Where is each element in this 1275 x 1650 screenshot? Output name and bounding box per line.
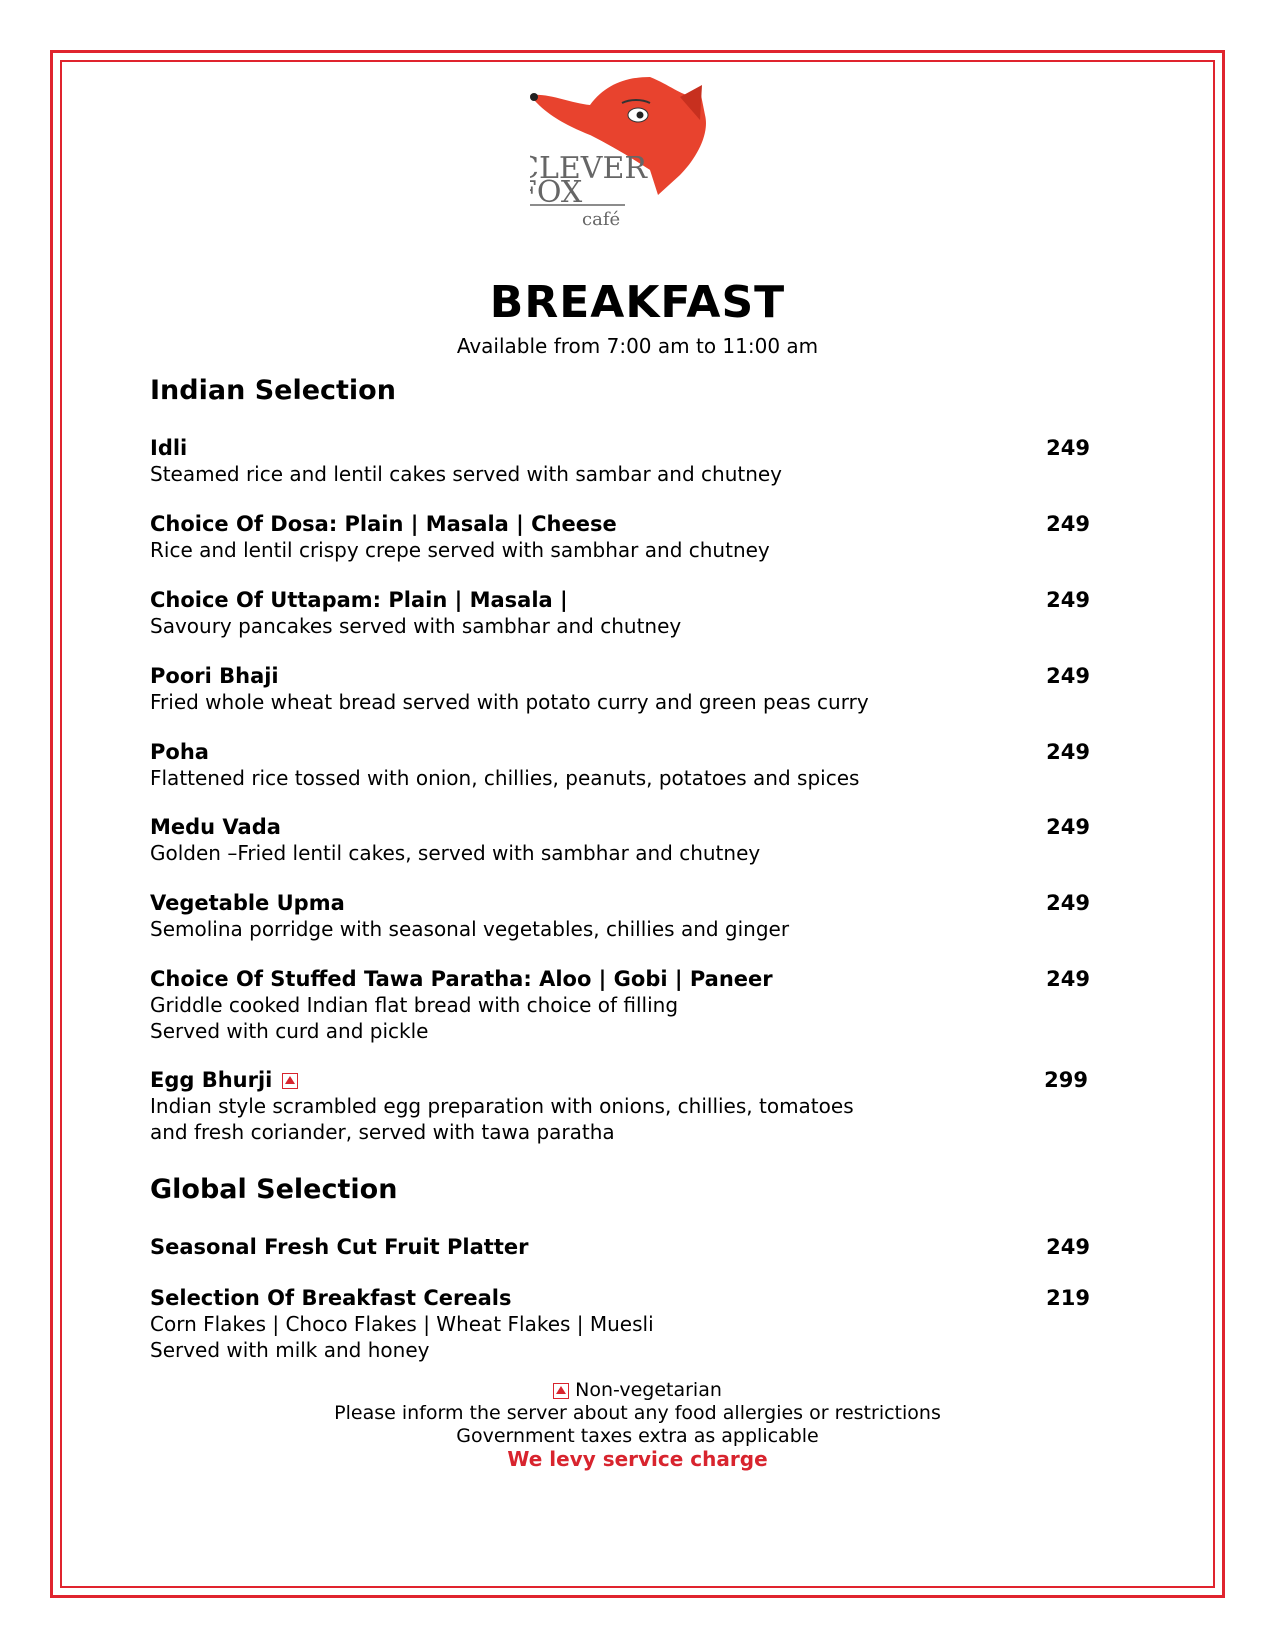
item-name: Choice Of Stuffed Tawa Paratha: Aloo | Gobi | Paneer <box>150 967 773 991</box>
item-name: Vegetable Upma <box>150 891 345 915</box>
item-description: Semolina porridge with seasonal vegetables, chillies and ginger <box>150 917 790 941</box>
availability-hours: Available from 7:00 am to 11:00 am <box>456 334 819 358</box>
page-title: BREAKFAST <box>489 277 786 328</box>
svg-text:CLEVER: LEVER <box>538 151 647 186</box>
item-description: Golden –Fried lentil cakes, served with sambhar and chutney <box>150 841 761 865</box>
svg-text:café: café <box>582 209 621 230</box>
item-price: 249 <box>1046 815 1090 839</box>
svg-text:FOX: OX <box>536 175 583 210</box>
item-name: Selection Of Breakfast Cereals <box>150 1286 512 1310</box>
item-description: and fresh coriander, served with tawa paratha <box>150 1120 615 1144</box>
item-description: Griddle cooked Indian flat bread with choice of filling <box>150 993 679 1017</box>
fox-head-icon <box>530 75 750 245</box>
item-name: Poha <box>150 740 209 764</box>
item-price: 249 <box>1046 1235 1090 1259</box>
non-veg-icon <box>282 1073 298 1089</box>
item-name-row <box>150 1068 298 1092</box>
tax-note: Government taxes extra as applicable <box>456 1425 819 1447</box>
item-name: Poori Bhaji <box>150 664 279 688</box>
item-price: 249 <box>1046 891 1090 915</box>
item-price: 299 <box>1044 1068 1088 1092</box>
legend-label: Non-vegetarian <box>575 1379 722 1401</box>
item-name: Choice Of Dosa: Plain | Masala | Cheese <box>150 512 617 536</box>
item-description: Steamed rice and lentil cakes served with sambar and chutney <box>150 462 783 486</box>
non-veg-legend <box>0 1379 1275 1401</box>
item-description: Savoury pancakes served with sambhar and chutney <box>150 614 682 638</box>
item-description: Fried whole wheat bread served with potato curry and green peas curry <box>150 690 869 714</box>
item-name: Egg Bhurji <box>150 1068 273 1092</box>
item-name: Idli <box>150 436 188 460</box>
clever-fox-logo <box>530 75 750 245</box>
item-description: Corn Flakes | Choco Flakes | Wheat Flakes | Muesli <box>150 1312 654 1336</box>
item-name: Medu Vada <box>150 815 281 839</box>
section-heading-global: Global Selection <box>150 1174 398 1205</box>
item-name: Choice Of Uttapam: Plain | Masala | <box>150 588 568 612</box>
service-charge-note: We levy service charge <box>507 1447 768 1471</box>
item-description: Rice and lentil crispy crepe served with sambhar and chutney <box>150 538 770 562</box>
item-description: Flattened rice tossed with onion, chillies, peanuts, potatoes and spices <box>150 766 860 790</box>
item-price: 249 <box>1046 740 1090 764</box>
item-price: 219 <box>1046 1286 1090 1310</box>
allergy-note: Please inform the server about any food allergies or restrictions <box>334 1402 941 1424</box>
item-description: Indian style scrambled egg preparation with onions, chillies, tomatoes <box>150 1094 854 1118</box>
item-price: 249 <box>1046 967 1090 991</box>
item-price: 249 <box>1046 588 1090 612</box>
item-description: Served with curd and pickle <box>150 1019 429 1043</box>
item-price: 249 <box>1046 664 1090 688</box>
item-price: 249 <box>1046 512 1090 536</box>
item-price: 249 <box>1046 436 1090 460</box>
item-name: Seasonal Fresh Cut Fruit Platter <box>150 1235 529 1259</box>
section-heading-indian: Indian Selection <box>150 375 396 406</box>
item-description: Served with milk and honey <box>150 1338 430 1362</box>
non-veg-icon <box>553 1383 569 1399</box>
